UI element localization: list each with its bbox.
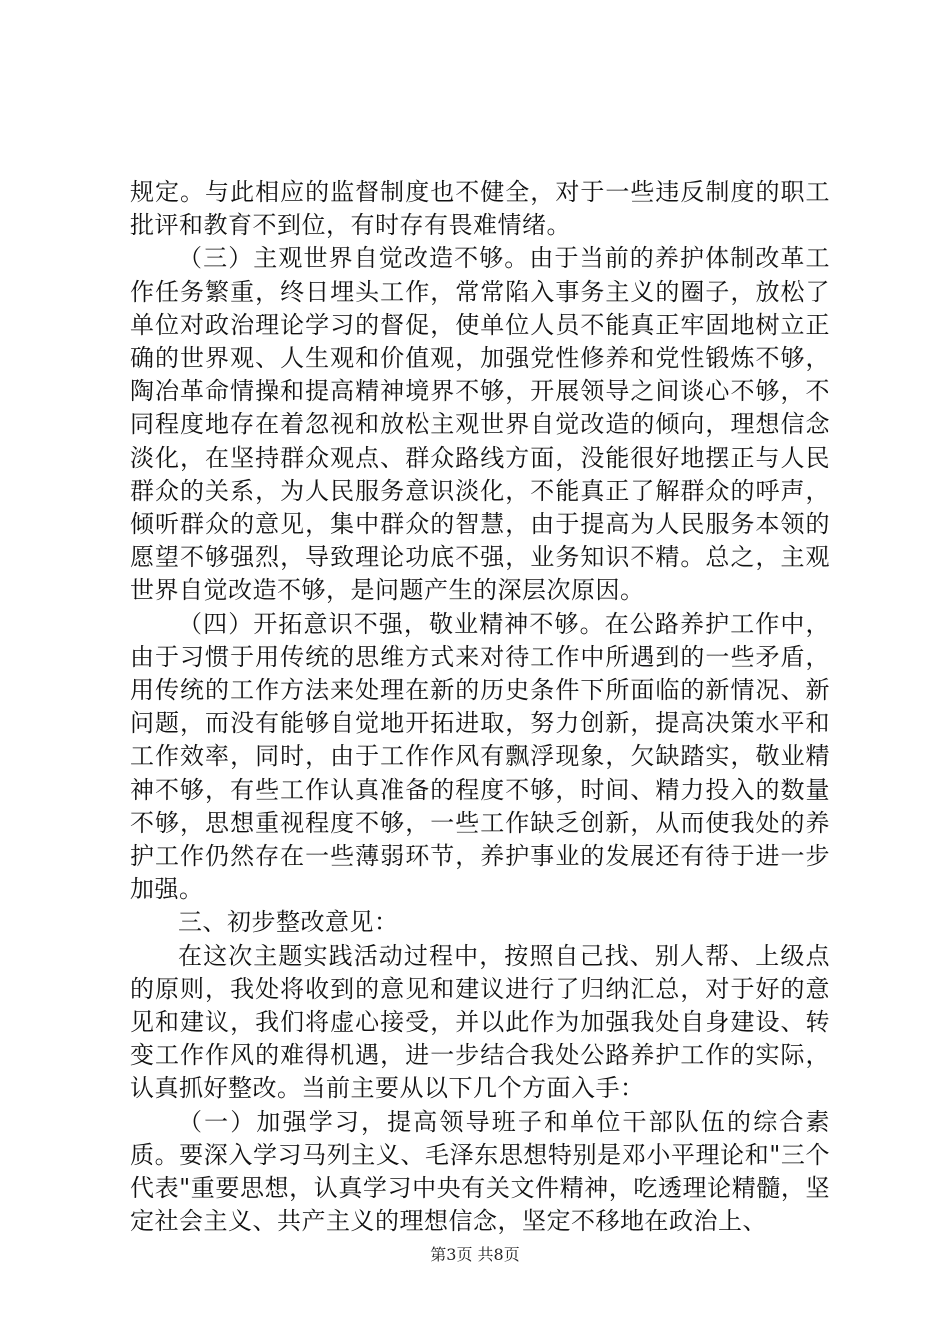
paragraph-section-four: （四）开拓意识不强，敬业精神不够。在公路养护工作中，由于习惯于用传统的思维方式来对待工作中所遇到的一些矛盾，用传统的工作方法来处理在新的历史条件下所面临的新情况、新问题，而没有能够自觉地开拓进取，努力创新，提高决策水平和工作效率，同时，由于工作作风有飘浮现象，欠缺踏实，敬业精神不够，有些工作认真准备的程度不够，时间、精力投入的数量不够，思想重视程度不够，一些工作缺乏创新，从而使我处的养护工作仍然存在一些薄弱环节，养护事业的发展还有待于进一步加强。 xyxy=(130,609,830,904)
paragraph-rectification-intro: 在这次主题实践活动过程中，按照自己找、别人帮、上级点的原则，我处将收到的意见和建议进行了归纳汇总，对于好的意见和建议，我们将虚心接受，并以此作为加强我处自身建设、转变工作作风的难得机遇，进一步结合我处公路养护工作的实际，认真抓好整改。当前主要从以下几个方面入手： xyxy=(130,941,830,1103)
section-heading-rectification: 三、初步整改意见： xyxy=(178,908,399,937)
page-number-footer: 第3页 共8页 xyxy=(430,1245,520,1264)
paragraph-item-one: （一）加强学习，提高领导班子和单位干部队伍的综合素质。要深入学习马列主义、毛泽东思想特别是邓小平理论和"三个代表"重要思想，认真学习中央有关文件精神，吃透理论精髓，坚定社会主义、共产主义的理想信念，坚定不移地在政治上、 xyxy=(130,1107,830,1236)
document-body xyxy=(130,176,830,1239)
paragraph-continuation: 规定。与此相应的监督制度也不健全，对于一些违反制度的职工批评和教育不到位，有时存有畏难情绪。 xyxy=(130,178,830,240)
paragraph-section-three: （三）主观世界自觉改造不够。由于当前的养护体制改革工作任务繁重，终日埋头工作，常常陷入事务主义的圈子，放松了单位对政治理论学习的督促，使单位人员不能真正牢固地树立正确的世界观、人生观和价值观，加强党性修养和党性锻炼不够，陶冶革命情操和提高精神境界不够，开展领导之间谈心不够，不同程度地存在着忽视和放松主观世界自觉改造的倾向，理想信念淡化，在坚持群众观点、群众路线方面，没能很好地摆正与人民群众的关系，为人民服务意识淡化，不能真正了解群众的呼声，倾听群众的意见，集中群众的智慧，由于提高为人民服务本领的愿望不够强烈，导致理论功底不强，业务知识不精。总之，主观世界自觉改造不够，是问题产生的深层次原因。 xyxy=(130,244,830,605)
